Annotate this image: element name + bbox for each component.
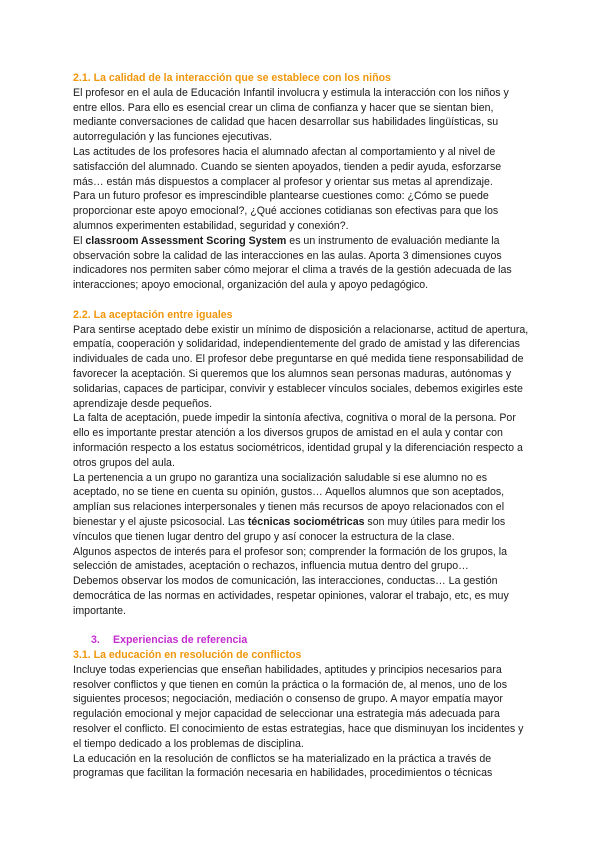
text-run: son muy útiles para medir los vínculos que tienen lugar dentro del grupo y así conocer la estructura de la clase.	[73, 515, 506, 543]
section-2-2-paragraph-5: Debemos observar los modos de comunicación, las interacciones, conductas… La gestión democrática de las normas en actividades, respetar opiniones, valorar el trabajo, etc, es muy importante.	[73, 575, 509, 617]
section-2-2-paragraph-2: La falta de aceptación, puede impedir la sintonía afectiva, cognitiva o moral de la persona. Por ello es importante prestar atención a los diversos grupos de amistad en el aula y contar con información respecto a los estatus sociométricos, identidad grupal y la diferenciación respecto a otros grupos del aula.	[73, 412, 523, 469]
section-2-1-paragraph-3: Para un futuro profesor es imprescindible plantearse cuestiones como: ¿Cómo se puede proporcionar este apoyo emocional?, ¿Qué acciones cotidianas son efectivas para que los alumnos experimenten estabilidad, seguridad y conexión?.	[73, 190, 499, 232]
text-run: La pertenencia a un grupo no garantiza una socialización saludable si ese alumno no es aceptado, no se tiene en cuenta su opinión, gustos… Aquellos alumnos que son aceptados, amplían sus relaciones interpersonales y tienen más recursos de apoyo relacionados con el bienestar y el ajuste psicosocial. Las	[73, 471, 505, 528]
section-3-1-paragraph-1: Incluye todas experiencias que enseñan habilidades, aptitudes y principios necesarios para resolver conflictos y que tienen en común la práctica o la formación de, al menos, uno de los siguientes procesos; negociación, mediación o consenso de grupo. A mayor empatía mayor regulación emocional y mejor capacidad de seleccionar una estrategia más adecuada para resolver el conflicto. El conocimiento de estas estrategias, hace que disminuyan los incidentes y el tiempo dedicado a los problemas de disciplina.	[73, 663, 524, 750]
sociometric-techniques-term: técnicas sociométricas	[247, 515, 365, 528]
text-run: es un instrumento de evaluación mediante la observación sobre la calidad de las interacciones en las aulas. Aporta 3 dimensiones cuyos indicadores nos permiten saber cómo mejorar el clima a través de la gestión adecuada de las interacciones; apoyo emocional, organización del aula y apoyo pedagógico.	[73, 234, 512, 292]
text-run: El	[73, 234, 86, 247]
section-3-heading	[73, 633, 533, 648]
section-3-1-paragraph-2: La educación en la resolución de conflictos se ha materializado en la práctica a través de programas que facilitan la formación necesaria en habilidades, procedimientos o técnicas	[73, 752, 493, 780]
section-2-1-paragraph-2: Las actitudes de los profesores hacia el alumnado afectan al comportamiento y al nivel de satisfacción del alumnado. Cuando se sienten apoyados, tienden a pedir ayuda, esforzarse más… están más dispuestos a complacer al profesor y orientar sus metas al aprendizaje.	[73, 145, 502, 188]
section-2-1-heading: 2.1. La calidad de la interacción que se establece con los niños	[73, 72, 391, 84]
section-2-2-paragraph-1: Para sentirse aceptado debe existir un mínimo de disposición a relacionarse, actitud de apertura, empatía, cooperación y solidaridad, independientemente del grado de amistad y las diferencias individuales de cada uno. El profesor debe preguntarse en qué medida tiene responsabilidad de favorecer la aceptación. Si queremos que los alumnos sean personas maduras, autónomas y solidarias, capaces de participar, convivir y establecer vínculos sociales, debemos exigirles este aprendizaje desde pequeños.	[73, 323, 529, 410]
spacer	[73, 293, 533, 308]
section-2-2-paragraph-4: Algunos aspectos de interés para el profesor son; comprender la formación de los grupos, la selección de amistades, aceptación o rechazos, influencia mutua dentro del grupo…	[73, 545, 507, 573]
section-3-number: 3.	[91, 634, 100, 647]
spacer	[73, 618, 533, 633]
section-3-title: Experiencias de referencia	[113, 634, 248, 647]
class-system-term: classroom Assessment Scoring System	[85, 234, 287, 247]
document-content	[73, 71, 533, 781]
section-2-2-heading: 2.2. La aceptación entre iguales	[73, 308, 233, 321]
section-2-2-paragraph-3	[73, 471, 533, 545]
section-3-1-heading: 3.1. La educación en resolución de conflictos	[73, 649, 302, 662]
section-2-1-paragraph-1: El profesor en el aula de Educación Infantil involucra y estimula la interacción con los niños y entre ellos. Para ello es esencial crear un clima de confianza y hacer que se sientan bien, mediante conversaciones de calidad que hacen desarrollar sus habilidades lingüísticas, su autorregulación y las funciones ejecutivas.	[73, 86, 509, 144]
section-2-1-paragraph-4	[73, 234, 533, 293]
